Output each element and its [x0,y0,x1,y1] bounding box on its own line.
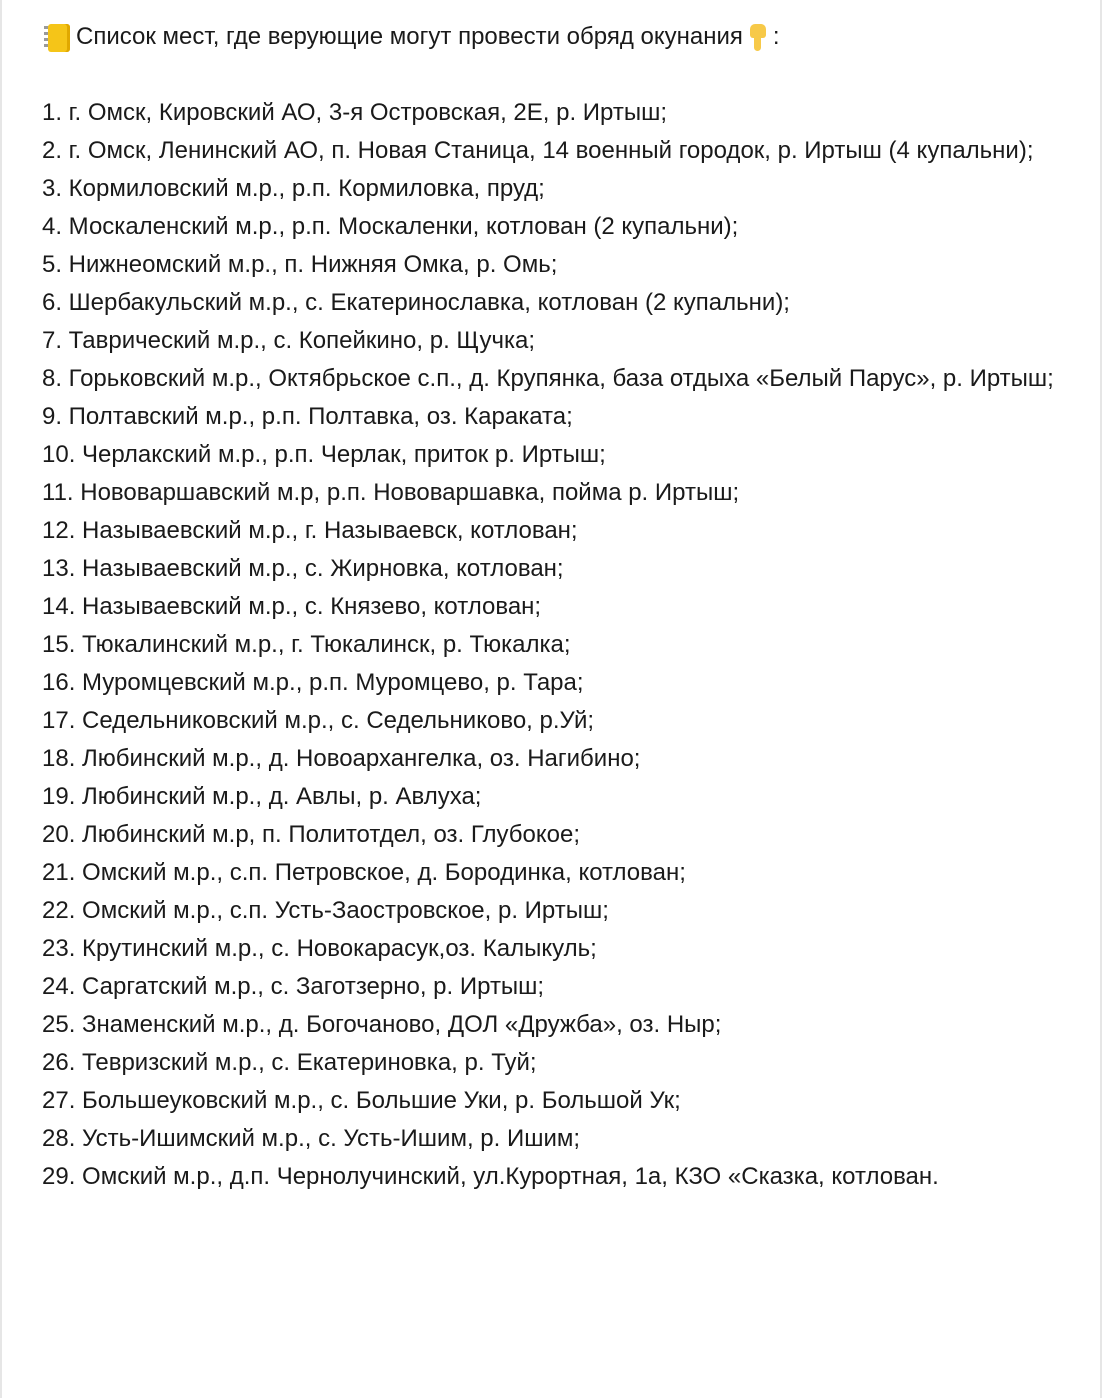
list-item: 26. Тевризский м.р., с. Екатериновка, р. Туй; [42,1049,537,1076]
list-item: 15. Тюкалинский м.р., г. Тюкалинск, р. Тюкалка; [42,631,571,658]
heading-text: Список мест, где верующие могут провести обряд окунания [76,23,743,50]
list-item: 13. Называевский м.р., с. Жирновка, котлован; [42,555,564,582]
list-item: 24. Саргатский м.р., с. Заготзерно, р. Иртыш; [42,973,545,1000]
list-item: 18. Любинский м.р., д. Новоархангелка, оз. Нагибино; [42,745,641,772]
list-heading [42,18,1072,56]
list-item: 1. г. Омск, Кировский АО, 3-я Островская, 2Е, р. Иртыш; [42,99,668,126]
list-item: 22. Омский м.р., с.п. Усть-Заостровское, р. Иртыш; [42,897,609,924]
message-body [42,18,1072,1196]
list-item: 9. Полтавский м.р., р.п. Полтавка, оз. Караката; [42,403,573,430]
places-list [42,94,1072,1196]
list-item: 10. Черлакский м.р., р.п. Черлак, приток р. Иртыш; [42,441,606,468]
list-item: 23. Крутинский м.р., с. Новокарасук,оз. Калыкуль; [42,935,597,962]
list-item: 5. Нижнеомский м.р., п. Нижняя Омка, р. Омь; [42,251,558,278]
list-item: 3. Кормиловский м.р., р.п. Кормиловка, пруд; [42,175,545,202]
list-item: 19. Любинский м.р., д. Авлы, р. Авлуха; [42,783,482,810]
list-item: 29. Омский м.р., д.п. Чернолучинский, ул.Курортная, 1а, КЗО «Сказка, котлован. [42,1163,939,1190]
list-item: 21. Омский м.р., с.п. Петровское, д. Бородинка, котлован; [42,859,686,886]
list-item: 20. Любинский м.р, п. Политотдел, оз. Глубокое; [42,821,581,848]
list-item: 8. Горьковский м.р., Октябрьское с.п., д. Крупянка, база отдыха «Белый Парус», р. Иртыш; [42,365,1054,392]
list-item: 27. Большеуковский м.р., с. Большие Уки, р. Большой Ук; [42,1087,681,1114]
list-item: 12. Называевский м.р., г. Называевск, котлован; [42,517,578,544]
list-item: 17. Седельниковский м.р., с. Седельниково, р.Уй; [42,707,595,734]
pointing-down-hand-icon [747,22,769,52]
notebook-icon [44,22,70,52]
list-item: 4. Москаленский м.р., р.п. Москаленки, котлован (2 купальни); [42,213,739,240]
list-item: 16. Муромцевский м.р., р.п. Муромцево, р. Тара; [42,669,584,696]
list-item: 7. Таврический м.р., с. Копейкино, р. Щучка; [42,327,535,354]
list-item: 6. Шербакульский м.р., с. Екатеринославка, котлован (2 купальни); [42,289,790,316]
list-item: 14. Называевский м.р., с. Князево, котлован; [42,593,542,620]
list-item: 28. Усть-Ишимский м.р., с. Усть-Ишим, р. Ишим; [42,1125,581,1152]
list-item: 2. г. Омск, Ленинский АО, п. Новая Станица, 14 военный городок, р. Иртыш (4 купальни); [42,137,1034,164]
list-item: 25. Знаменский м.р., д. Богочаново, ДОЛ «Дружба», оз. Ныр; [42,1011,722,1038]
list-item: 11. Нововаршавский м.р, р.п. Нововаршавка, пойма р. Иртыш; [42,479,740,506]
heading-colon: : [772,23,780,50]
